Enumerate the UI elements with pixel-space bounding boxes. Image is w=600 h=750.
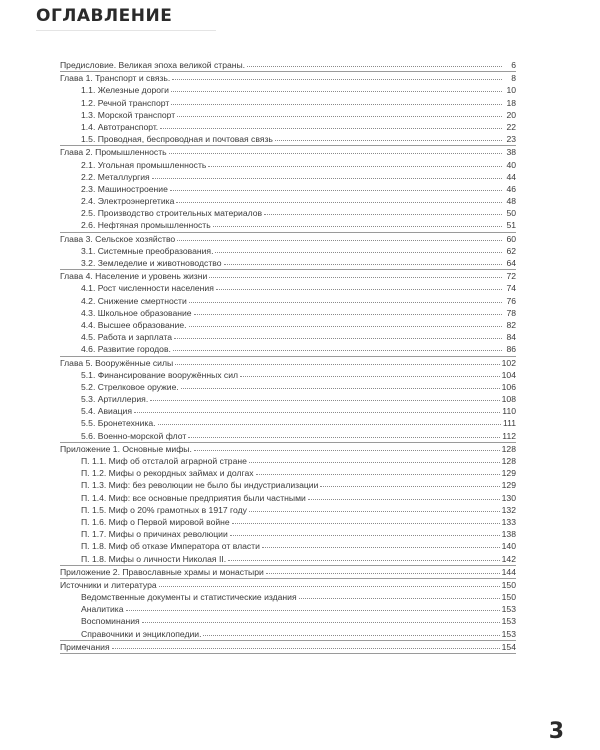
toc-entry-page: 20 — [506, 109, 516, 120]
toc-entry-label: 5.2. Стрелковое оружие. — [81, 381, 179, 392]
toc-entry-label: Глава 2. Промышленность — [60, 147, 167, 158]
toc-section — [60, 641, 516, 654]
toc-entry-page: 82 — [506, 319, 516, 330]
toc-entry-page: 144 — [501, 566, 516, 577]
toc-entry-page: 104 — [501, 369, 516, 380]
toc-entry-page: 142 — [501, 553, 516, 564]
dot-leader — [177, 108, 502, 117]
toc-entry-page: 40 — [506, 159, 516, 170]
toc-entry-label: Предисловие. Великая эпоха великой страны. — [60, 60, 246, 70]
toc-section — [60, 443, 516, 566]
toc-entry-page: 128 — [501, 443, 516, 454]
toc-entry-page: 84 — [506, 332, 516, 343]
toc-entry-page: 22 — [506, 121, 516, 132]
toc-entry-label: П. 1.7. Мифы о причинах революции — [81, 529, 228, 540]
toc-entry-page: 50 — [506, 208, 516, 219]
dot-leader — [224, 256, 502, 265]
toc-entry-label: 4.2. Снижение смертности — [81, 295, 187, 306]
dot-leader — [308, 491, 500, 500]
toc-entry-page: 112 — [502, 430, 516, 441]
dot-leader — [256, 466, 500, 475]
toc-entry-page: 51 — [506, 220, 516, 231]
toc-entry-page: 86 — [506, 344, 516, 355]
toc-entry-page: 138 — [501, 529, 516, 540]
toc-entry-label: 2.3. Машиностроение — [81, 183, 168, 194]
dot-leader — [194, 306, 502, 315]
toc-entry-page: 62 — [506, 245, 516, 256]
toc-entry-label: П. 1.5. Миф о 20% грамотных в 1917 году — [81, 504, 247, 515]
toc-entry[interactable] — [60, 59, 516, 71]
toc-entry-label: П. 1.8. Мифы о личности Николая II. — [81, 553, 227, 564]
toc-section — [60, 579, 516, 641]
toc-entry-page: 153 — [501, 616, 516, 627]
dot-leader — [152, 170, 502, 179]
toc-entry-label: 2.5. Производство строительных материалов — [81, 208, 263, 219]
toc-subentry[interactable] — [60, 257, 516, 269]
toc-entry-label: Глава 3. Сельское хозяйство — [60, 233, 176, 244]
toc-entry-page: 153 — [501, 628, 516, 639]
toc-entry-label: Примечания — [60, 641, 110, 652]
toc-entry-label: 4.3. Школьное образование — [81, 307, 192, 318]
dot-leader — [175, 356, 499, 365]
toc-entry-label: 2.1. Угольная промышленность — [81, 159, 207, 170]
toc-entry-page: 44 — [506, 171, 516, 182]
toc-entry-label: 1.4. Автотранспорт. — [81, 121, 159, 132]
dot-leader — [171, 83, 502, 92]
dot-leader — [209, 269, 502, 278]
toc-section — [60, 357, 516, 443]
dot-leader — [299, 590, 500, 599]
toc-subentry[interactable] — [60, 553, 516, 565]
toc-entry-page: 72 — [506, 271, 516, 282]
dot-leader — [170, 182, 502, 191]
toc-entry-label: 2.6. Нефтяная промышленность — [81, 220, 211, 231]
toc-entry-page: 110 — [502, 406, 516, 417]
dot-leader — [264, 206, 502, 215]
toc-entry-label: П. 1.1. Миф об отсталой аграрной стране — [81, 456, 247, 466]
toc-entry-page: 129 — [501, 480, 516, 491]
toc-entry-label: 3.2. Земледелие и животноводство — [81, 258, 222, 268]
toc-entry-label: Справочники и энциклопедии. — [81, 628, 202, 639]
dot-leader — [174, 330, 502, 339]
dot-leader — [228, 552, 500, 561]
toc-entry-page: 111 — [502, 418, 516, 429]
toc-entry-label: 4.4. Высшее образование. — [81, 319, 187, 330]
toc-entry-label: Глава 5. Вооружённые силы — [60, 357, 174, 368]
toc-entry-label: Ведомственные документы и статистические издания — [81, 592, 297, 603]
toc-entry-page: 150 — [501, 592, 516, 603]
toc-entry-label: Глава 1. Транспорт и связь. — [60, 73, 171, 84]
toc-section — [60, 72, 516, 146]
dot-leader — [240, 368, 500, 377]
dot-leader — [194, 442, 500, 451]
dot-leader — [126, 602, 500, 611]
toc-entry-page: 78 — [506, 307, 516, 318]
dot-leader — [181, 380, 500, 389]
toc-entry-page: 64 — [506, 258, 516, 268]
dot-leader — [150, 392, 499, 401]
dot-leader — [249, 503, 500, 512]
toc-entry-page: 153 — [501, 604, 516, 615]
toc-entry-page: 133 — [501, 516, 516, 527]
dot-leader — [247, 58, 502, 67]
toc-subentry[interactable] — [60, 430, 516, 442]
toc-entry[interactable] — [60, 566, 516, 578]
title-underline — [36, 30, 216, 31]
toc-entry-page: 132 — [501, 504, 516, 515]
toc-section — [60, 146, 516, 232]
toc-entry-page: 10 — [506, 85, 516, 96]
toc-entry-label: П. 1.4. Миф: все основные предприятия были частными — [81, 492, 306, 503]
dot-leader — [176, 194, 502, 203]
toc-entry-page: 48 — [506, 196, 516, 207]
dot-leader — [177, 232, 502, 241]
toc-entry-label: Приложение 1. Основные мифы. — [60, 443, 192, 454]
dot-leader — [188, 429, 500, 438]
dot-leader — [232, 515, 500, 524]
toc-entry-page: 74 — [506, 283, 516, 294]
toc-entry-label: П. 1.2. Мифы о рекордных займах и долгах — [81, 468, 254, 479]
toc-entry-label: П. 1.8. Миф об отказе Императора от власти — [81, 541, 260, 552]
dot-leader — [159, 578, 500, 587]
dot-leader — [213, 218, 502, 227]
toc-entry-label: 4.6. Развитие городов. — [81, 344, 171, 355]
toc-entry-label: 3.1. Системные преобразования. — [81, 245, 214, 256]
dot-leader — [189, 318, 502, 327]
toc-entry-page: 23 — [506, 134, 516, 145]
toc-entry-page: 60 — [506, 233, 516, 244]
dot-leader — [142, 614, 500, 623]
toc-entry-page: 140 — [501, 541, 516, 552]
toc-entry-page: 18 — [506, 97, 516, 108]
dot-leader — [158, 416, 501, 425]
toc-entry-label: 5.4. Авиация — [81, 406, 132, 417]
toc-entry-label: 1.1. Железные дороги — [81, 85, 169, 96]
toc-entry-label: 5.3. Артиллерия. — [81, 394, 149, 405]
toc-entry-page: 150 — [501, 579, 516, 590]
toc-entry-label: 1.2. Речной транспорт — [81, 97, 170, 108]
dot-leader — [249, 454, 500, 463]
toc-entry-label: Воспоминания — [81, 616, 140, 627]
toc-entry-label: Аналитика — [81, 604, 124, 615]
dot-leader — [216, 281, 502, 290]
dot-leader — [320, 478, 499, 487]
toc-section — [60, 270, 516, 356]
toc-entry-page: 154 — [501, 641, 516, 652]
toc-entry-label: 5.1. Финансирование вооружённых сил — [81, 369, 239, 380]
toc-entry-page: 108 — [501, 394, 516, 405]
toc-entry-page: 129 — [501, 468, 516, 479]
toc-subentry[interactable] — [60, 219, 516, 231]
toc-entry-label: П. 1.6. Миф о Первой мировой войне — [81, 516, 230, 527]
dot-leader — [173, 342, 502, 351]
page-title: ОГЛАВЛЕНИЕ — [36, 6, 173, 26]
dot-leader — [275, 132, 502, 141]
page-number: 3 — [548, 719, 564, 744]
dot-leader — [169, 145, 502, 154]
dot-leader — [215, 244, 502, 253]
toc-subentry[interactable] — [60, 628, 516, 640]
toc-entry-label: 1.3. Морской транспорт — [81, 109, 176, 120]
toc-entry-page: 102 — [501, 357, 516, 368]
toc-entry-label: Приложение 2. Православные храмы и монастыри — [60, 566, 264, 577]
toc-entry-label: 4.5. Работа и зарплата — [81, 332, 173, 343]
dot-leader — [262, 539, 500, 548]
toc-entry-page: 8 — [511, 73, 516, 84]
table-of-contents — [60, 59, 516, 654]
toc-entry-label: 2.2. Металлургия — [81, 171, 150, 182]
dot-leader — [160, 120, 502, 129]
toc-entry-page: 76 — [506, 295, 516, 306]
dot-leader — [171, 96, 502, 105]
toc-entry-page: 46 — [506, 183, 516, 194]
dot-leader — [134, 404, 500, 413]
toc-entry-page: 38 — [506, 147, 516, 158]
dot-leader — [112, 640, 500, 649]
toc-entry-label: Источники и литература — [60, 579, 157, 590]
toc-entry-page: 106 — [501, 381, 516, 392]
dot-leader — [189, 294, 502, 303]
toc-section — [60, 233, 516, 271]
toc-entry-label: 5.6. Военно-морской флот — [81, 430, 187, 441]
toc-subentry[interactable] — [60, 133, 516, 145]
dot-leader — [172, 71, 502, 80]
toc-entry-label: 2.4. Электроэнергетика — [81, 196, 175, 207]
toc-entry-label: П. 1.3. Миф: без революции не было бы индустриализации — [81, 480, 319, 491]
toc-entry-page: 130 — [501, 492, 516, 503]
toc-subentry[interactable] — [60, 343, 516, 355]
dot-leader — [266, 565, 500, 574]
toc-entry[interactable] — [60, 641, 516, 653]
dot-leader — [230, 527, 500, 536]
toc-entry-label: Глава 4. Население и уровень жизни — [60, 271, 208, 282]
toc-entry-label: 4.1. Рост численности населения — [81, 283, 214, 294]
toc-entry-page: 128 — [501, 456, 516, 466]
dot-leader — [208, 158, 502, 167]
toc-entry-label: 5.5. Бронетехника. — [81, 418, 156, 429]
dot-leader — [203, 627, 499, 636]
toc-entry-label: 1.5. Проводная, беспроводная и почтовая связь — [81, 134, 273, 145]
toc-entry-page: 6 — [511, 60, 516, 70]
